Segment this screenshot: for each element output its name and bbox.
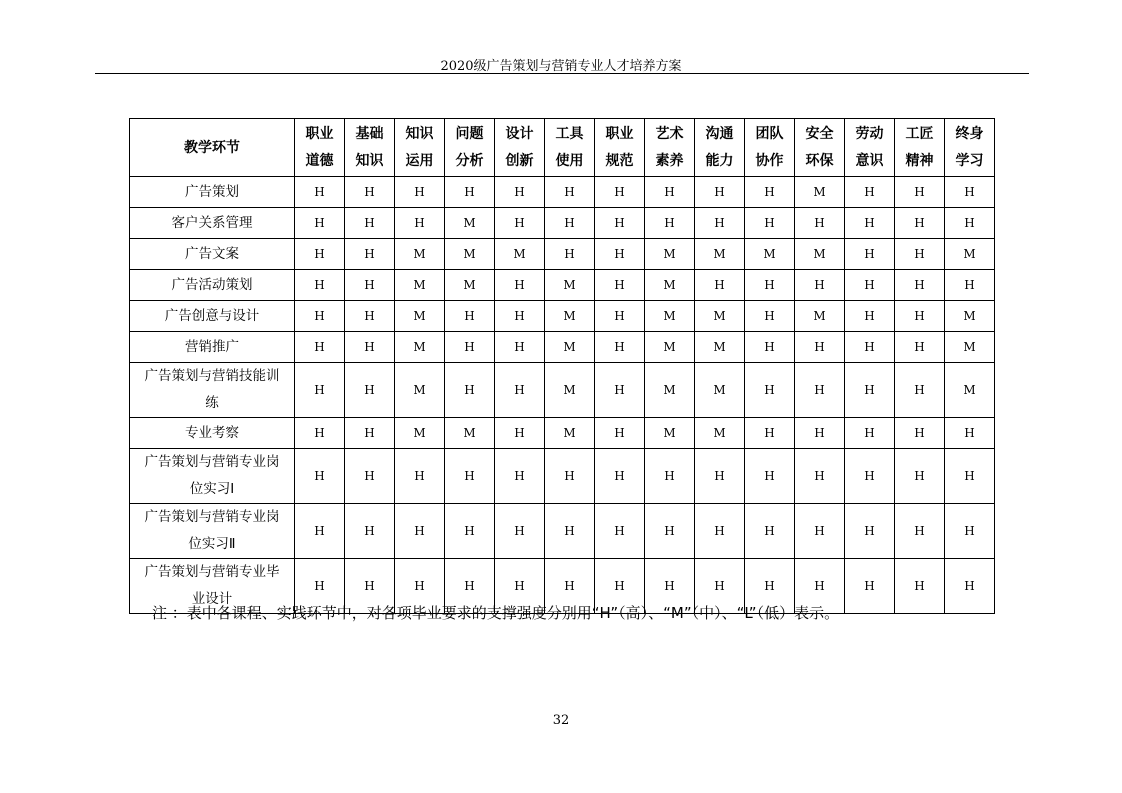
course-requirement-matrix <box>129 118 995 614</box>
row-label-line: 营销推广 <box>185 339 239 355</box>
value-cell: M <box>445 239 495 270</box>
value-cell: H <box>945 270 995 301</box>
value-cell: H <box>895 301 945 332</box>
value-cell: H <box>595 559 645 614</box>
column-header-line: 知识 <box>405 125 434 142</box>
column-header <box>395 119 445 177</box>
value-cell: H <box>895 270 945 301</box>
column-header <box>745 119 795 177</box>
row-label-line: 业设计 <box>191 591 233 607</box>
value-cell: M <box>695 239 745 270</box>
value-cell: H <box>495 449 545 504</box>
row-label-line: 广告策划与营销专业毕 <box>144 564 280 580</box>
value-cell: H <box>645 504 695 559</box>
value-cell: M <box>795 177 845 208</box>
value-cell: H <box>545 559 595 614</box>
value-cell: H <box>345 270 395 301</box>
value-cell: H <box>745 418 795 449</box>
value-cell: H <box>895 418 945 449</box>
value-cell: H <box>945 504 995 559</box>
value-cell: H <box>295 208 345 239</box>
row-label-line: 广告创意与设计 <box>164 308 260 324</box>
value-cell: H <box>495 363 545 418</box>
value-cell: H <box>595 504 645 559</box>
value-cell: H <box>845 332 895 363</box>
table-row <box>130 504 995 559</box>
value-cell: H <box>495 301 545 332</box>
value-cell: H <box>545 177 595 208</box>
value-cell: H <box>895 449 945 504</box>
value-cell: M <box>545 363 595 418</box>
row-label-line: 位实习Ⅱ <box>188 536 236 552</box>
value-cell: H <box>395 504 445 559</box>
value-cell: H <box>895 332 945 363</box>
row-label-line: 专业考察 <box>185 425 239 441</box>
value-cell: H <box>895 363 945 418</box>
value-cell: H <box>845 504 895 559</box>
column-header-line: 基础 <box>355 125 384 142</box>
value-cell: M <box>695 301 745 332</box>
row-label-cell <box>130 208 295 239</box>
value-cell: H <box>295 418 345 449</box>
value-cell: H <box>795 363 845 418</box>
value-cell: H <box>845 177 895 208</box>
column-header <box>545 119 595 177</box>
value-cell: M <box>695 363 745 418</box>
value-cell: H <box>645 208 695 239</box>
value-cell: M <box>945 332 995 363</box>
column-header <box>645 119 695 177</box>
value-cell: H <box>295 332 345 363</box>
column-header-line: 工匠 <box>905 125 934 142</box>
value-cell: H <box>595 449 645 504</box>
column-header-line: 能力 <box>705 152 734 169</box>
value-cell: H <box>295 363 345 418</box>
value-cell: H <box>795 332 845 363</box>
value-cell: H <box>445 332 495 363</box>
column-header-line: 问题 <box>455 125 484 142</box>
value-cell: H <box>295 239 345 270</box>
value-cell: M <box>645 332 695 363</box>
table-header-row <box>130 119 995 177</box>
value-cell: H <box>545 208 595 239</box>
value-cell: M <box>495 239 545 270</box>
column-header-line: 道德 <box>305 152 334 169</box>
table-row <box>130 177 995 208</box>
value-cell: H <box>745 177 795 208</box>
value-cell: H <box>295 301 345 332</box>
value-cell: H <box>345 449 395 504</box>
column-header-line: 环保 <box>805 152 834 169</box>
column-header-line: 职业 <box>605 125 634 142</box>
value-cell: H <box>395 208 445 239</box>
column-header <box>345 119 395 177</box>
value-cell: H <box>845 239 895 270</box>
value-cell: H <box>645 559 695 614</box>
value-cell: H <box>295 177 345 208</box>
value-cell: H <box>445 363 495 418</box>
value-cell: H <box>895 239 945 270</box>
value-cell: H <box>745 559 795 614</box>
value-cell: H <box>845 559 895 614</box>
value-cell: H <box>495 559 545 614</box>
value-cell: H <box>595 363 645 418</box>
column-header-line: 职业 <box>305 125 334 142</box>
column-header <box>895 119 945 177</box>
value-cell: H <box>745 208 795 239</box>
value-cell: H <box>845 208 895 239</box>
value-cell: M <box>645 301 695 332</box>
value-cell: H <box>795 270 845 301</box>
column-header-line: 沟通 <box>705 125 734 142</box>
value-cell: H <box>495 418 545 449</box>
value-cell: H <box>295 270 345 301</box>
value-cell: M <box>795 239 845 270</box>
column-header <box>945 119 995 177</box>
column-header-line: 意识 <box>855 152 884 169</box>
value-cell: M <box>445 208 495 239</box>
value-cell: M <box>545 332 595 363</box>
row-label-line: 客户关系管理 <box>171 215 253 231</box>
value-cell: H <box>445 559 495 614</box>
value-cell: H <box>645 449 695 504</box>
value-cell: M <box>645 363 695 418</box>
value-cell: H <box>745 449 795 504</box>
value-cell: M <box>945 301 995 332</box>
value-cell: H <box>595 177 645 208</box>
value-cell: H <box>895 504 945 559</box>
value-cell: H <box>595 332 645 363</box>
column-header-line: 创新 <box>505 152 534 169</box>
column-header-line: 规范 <box>605 152 634 169</box>
row-label-cell <box>130 239 295 270</box>
value-cell: M <box>395 301 445 332</box>
column-header <box>295 119 345 177</box>
row-label-cell <box>130 301 295 332</box>
row-label-line: 广告策划与营销技能训 <box>144 368 280 384</box>
column-header <box>795 119 845 177</box>
value-cell: M <box>445 418 495 449</box>
value-cell: H <box>295 504 345 559</box>
row-label-line: 广告策划 <box>185 184 239 200</box>
value-cell: H <box>895 559 945 614</box>
value-cell: M <box>545 301 595 332</box>
value-cell: H <box>895 208 945 239</box>
value-cell: H <box>395 177 445 208</box>
table-row <box>130 332 995 363</box>
value-cell: H <box>695 208 745 239</box>
value-cell: H <box>345 332 395 363</box>
value-cell: H <box>745 301 795 332</box>
column-header <box>695 119 745 177</box>
row-label-cell <box>130 332 295 363</box>
column-header <box>595 119 645 177</box>
value-cell: H <box>445 449 495 504</box>
value-cell: H <box>945 208 995 239</box>
table-body <box>130 177 995 614</box>
column-header <box>845 119 895 177</box>
column-header-line: 学习 <box>955 152 984 169</box>
value-cell: M <box>545 418 595 449</box>
column-header <box>445 119 495 177</box>
row-label-line: 位实习Ⅰ <box>189 481 235 497</box>
value-cell: M <box>445 270 495 301</box>
row-label-cell <box>130 449 295 504</box>
value-cell: H <box>495 208 545 239</box>
table-row <box>130 208 995 239</box>
value-cell: H <box>945 449 995 504</box>
value-cell: M <box>395 363 445 418</box>
value-cell: H <box>345 177 395 208</box>
value-cell: H <box>795 449 845 504</box>
value-cell: H <box>345 504 395 559</box>
value-cell: H <box>395 449 445 504</box>
table-row <box>130 301 995 332</box>
column-header-line: 工具 <box>555 125 584 142</box>
value-cell: M <box>395 270 445 301</box>
value-cell: M <box>945 363 995 418</box>
value-cell: H <box>445 177 495 208</box>
value-cell: H <box>595 270 645 301</box>
value-cell: H <box>945 418 995 449</box>
value-cell: H <box>795 208 845 239</box>
value-cell: M <box>395 239 445 270</box>
column-header-line: 安全 <box>805 125 834 142</box>
column-header-line: 素养 <box>655 152 684 169</box>
row-label-line: 广告策划与营销专业岗 <box>144 454 280 470</box>
value-cell: H <box>945 559 995 614</box>
value-cell: H <box>445 504 495 559</box>
column-header-line: 精神 <box>905 152 934 169</box>
value-cell: H <box>745 504 795 559</box>
value-cell: H <box>745 332 795 363</box>
row-label-cell <box>130 363 295 418</box>
value-cell: H <box>495 332 545 363</box>
column-header-line: 分析 <box>455 152 484 169</box>
value-cell: H <box>345 418 395 449</box>
value-cell: M <box>395 418 445 449</box>
value-cell: M <box>395 332 445 363</box>
table-row <box>130 418 995 449</box>
value-cell: H <box>695 177 745 208</box>
value-cell: H <box>595 301 645 332</box>
table-footnote: 注 ：表中各课程、实践环节中，对各项毕业要求的支撑强度分别用“H”（高）、“M”（中）、“L”（低）表示。 <box>152 604 840 622</box>
value-cell: H <box>345 363 395 418</box>
value-cell: M <box>945 239 995 270</box>
value-cell: H <box>945 177 995 208</box>
table-row <box>130 449 995 504</box>
value-cell: H <box>745 363 795 418</box>
value-cell: M <box>545 270 595 301</box>
column-header-line: 团队 <box>755 125 784 142</box>
value-cell: H <box>845 363 895 418</box>
value-cell: M <box>645 270 695 301</box>
value-cell: H <box>495 504 545 559</box>
value-cell: H <box>695 270 745 301</box>
row-label-line: 广告活动策划 <box>171 277 253 293</box>
row-label-cell <box>130 177 295 208</box>
value-cell: H <box>345 301 395 332</box>
value-cell: H <box>695 504 745 559</box>
value-cell: H <box>845 270 895 301</box>
column-header <box>495 119 545 177</box>
value-cell: M <box>695 418 745 449</box>
corner-header-cell: 教学环节 <box>130 119 295 177</box>
value-cell: H <box>345 208 395 239</box>
value-cell: H <box>595 239 645 270</box>
value-cell: H <box>595 418 645 449</box>
row-label-line: 练 <box>205 395 219 411</box>
value-cell: H <box>495 270 545 301</box>
document-header-title: 2020级广告策划与营销专业人才培养方案 <box>440 59 682 74</box>
row-label-cell <box>130 270 295 301</box>
value-cell: H <box>795 418 845 449</box>
value-cell: H <box>495 177 545 208</box>
column-header-line: 艺术 <box>655 125 684 142</box>
table-row <box>130 239 995 270</box>
row-label-cell <box>130 504 295 559</box>
header-divider <box>95 73 1029 74</box>
value-cell: H <box>295 449 345 504</box>
value-cell: H <box>695 559 745 614</box>
table-row <box>130 270 995 301</box>
column-header-line: 劳动 <box>855 125 884 142</box>
value-cell: H <box>345 559 395 614</box>
value-cell: H <box>795 504 845 559</box>
value-cell: H <box>745 270 795 301</box>
value-cell: H <box>545 449 595 504</box>
value-cell: M <box>695 332 745 363</box>
page-number: 32 <box>552 713 570 728</box>
value-cell: H <box>845 418 895 449</box>
value-cell: H <box>845 449 895 504</box>
value-cell: H <box>795 559 845 614</box>
value-cell: H <box>545 239 595 270</box>
value-cell: M <box>745 239 795 270</box>
column-header-line: 协作 <box>755 152 784 169</box>
value-cell: H <box>295 559 345 614</box>
value-cell: H <box>345 239 395 270</box>
value-cell: M <box>645 239 695 270</box>
value-cell: H <box>895 177 945 208</box>
row-label-cell <box>130 418 295 449</box>
value-cell: H <box>695 449 745 504</box>
value-cell: M <box>645 418 695 449</box>
value-cell: H <box>645 177 695 208</box>
row-label-line: 广告策划与营销专业岗 <box>144 509 280 525</box>
column-header-line: 终身 <box>955 125 984 142</box>
table-row <box>130 363 995 418</box>
value-cell: H <box>545 504 595 559</box>
column-header-line: 运用 <box>405 152 434 169</box>
column-header-line: 设计 <box>505 125 534 142</box>
value-cell: H <box>845 301 895 332</box>
value-cell: H <box>395 559 445 614</box>
column-header-line: 知识 <box>355 152 384 169</box>
value-cell: H <box>595 208 645 239</box>
row-label-line: 广告文案 <box>185 246 239 262</box>
value-cell: H <box>445 301 495 332</box>
value-cell: M <box>795 301 845 332</box>
column-header-line: 使用 <box>555 152 584 169</box>
